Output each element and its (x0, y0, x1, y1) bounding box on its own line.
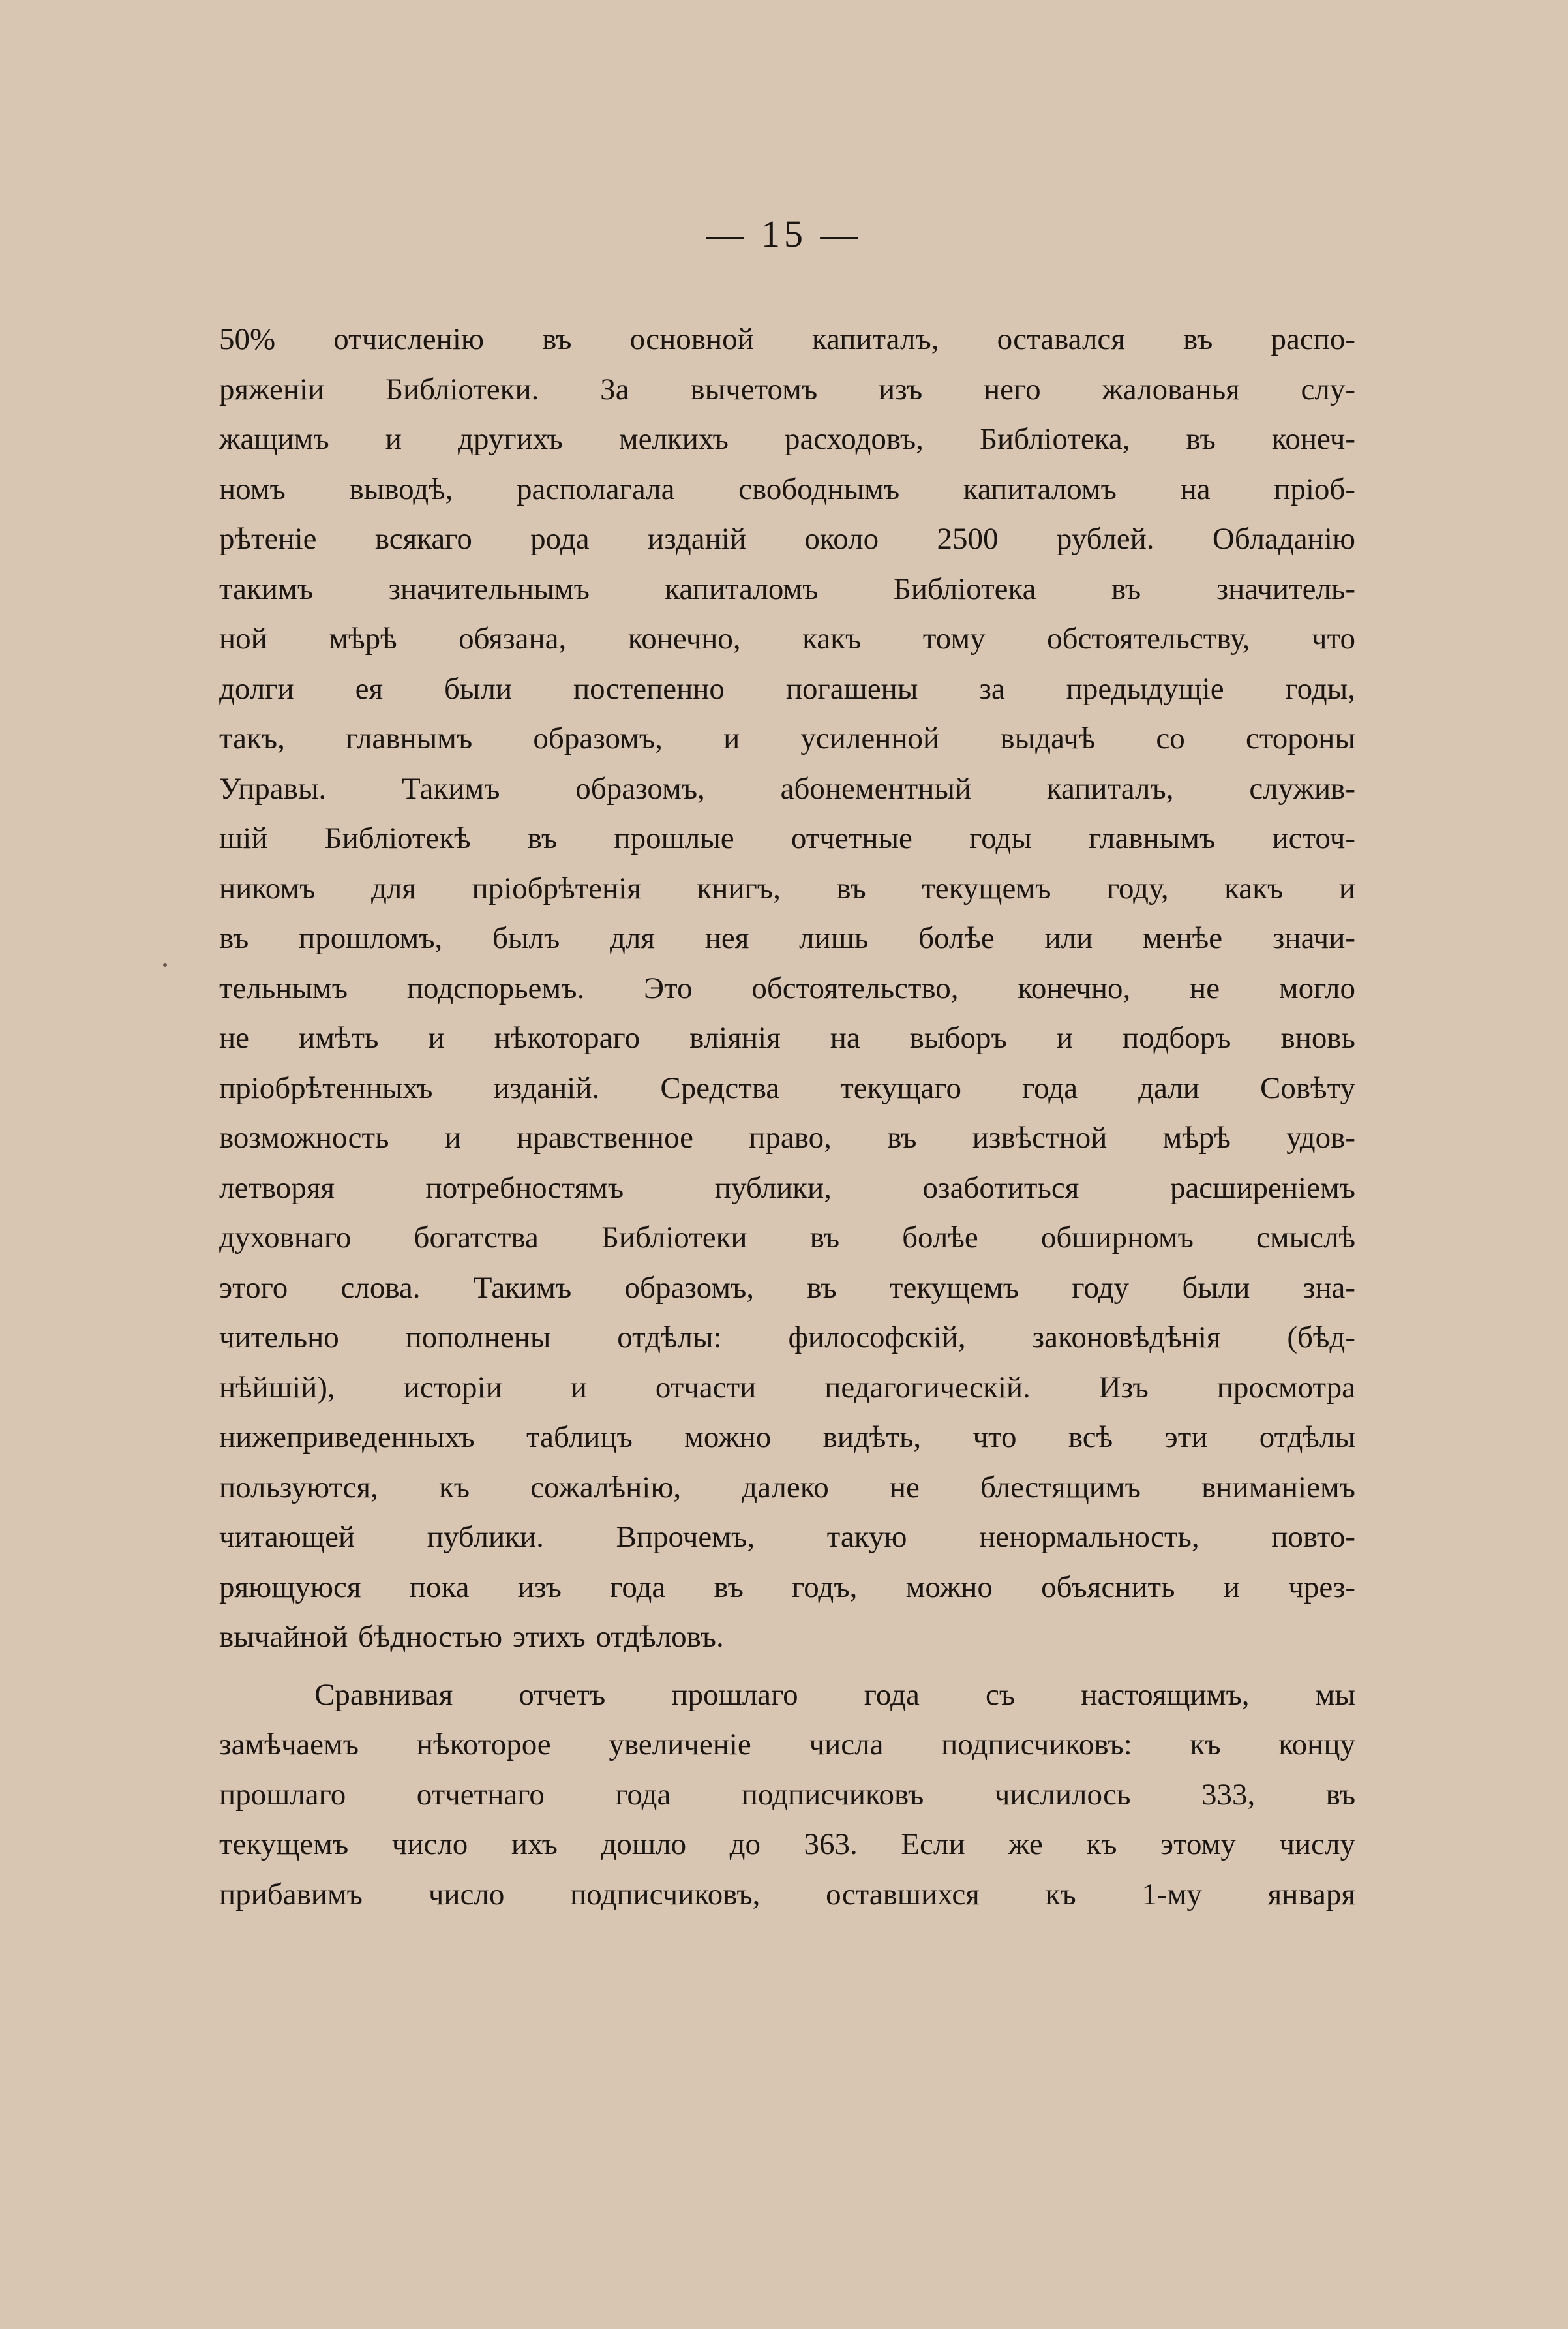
text-line: въ прошломъ, былъ для нея лишь болѣе или менѣе значи- (219, 921, 1355, 955)
text-line: нижеприведенныхъ таблицъ можно видѣть, что всѣ эти отдѣлы (219, 1420, 1355, 1454)
text-line: нѣйшій), исторіи и отчасти педагогическій. Изъ просмотра (219, 1370, 1355, 1405)
text-line: прошлаго отчетнаго года подписчиковъ числилось 333, въ (219, 1777, 1355, 1812)
text-line: летворяя потребностямъ публики, озаботиться расширеніемъ (219, 1170, 1355, 1205)
text-line: тельнымъ подспорьемъ. Это обстоятельство, конечно, не могло (219, 971, 1355, 1005)
text-line: текущемъ число ихъ дошло до 363. Если же къ этому числу (219, 1827, 1355, 1861)
text-line: ряющуюся пока изъ года въ годъ, можно объяснить и чрез- (219, 1570, 1355, 1604)
paragraph-2 (219, 1670, 1355, 1920)
text-line: этого слова. Такимъ образомъ, въ текущемъ году были зна- (219, 1270, 1355, 1305)
text-line: рѣтеніе всякаго рода изданій около 2500 рублей. Обладанію (219, 522, 1355, 556)
text-line: такимъ значительнымъ капиталомъ Библіотека въ значитель- (219, 571, 1355, 606)
text-line: 50% отчисленію въ основной капиталъ, оставался въ распо- (219, 322, 1355, 356)
text-line: пользуются, къ сожалѣнію, далеко не блестящимъ вниманіемъ (219, 1470, 1355, 1504)
text-line: замѣчаемъ нѣкоторое увеличеніе числа подписчиковъ: къ концу (219, 1728, 1355, 1761)
text-line: ной мѣрѣ обязана, конечно, какъ тому обстоятельству, что (219, 622, 1355, 656)
text-line: Сравнивая отчетъ прошлаго года съ настоящимъ, мы (314, 1677, 1355, 1712)
margin-mark (163, 963, 167, 967)
text-line: жащимъ и другихъ мелкихъ расходовъ, Библіотека, въ конеч- (219, 422, 1355, 456)
text-line: вычайной бѣдностью этихъ отдѣловъ. (219, 1620, 724, 1654)
text-line: чительно пополнены отдѣлы: философскій, законовѣдѣнія (бѣд- (219, 1320, 1355, 1354)
text-line: Управы. Такимъ образомъ, абонементный капиталъ, служив- (219, 771, 1355, 806)
text-line: духовнаго богатства Библіотеки въ болѣе обширномъ смыслѣ (219, 1221, 1355, 1255)
text-line: пріобрѣтенныхъ изданій. Средства текущаго года дали Совѣту (219, 1071, 1355, 1105)
text-line: долги ея были постепенно погашены за предыдущіе годы, (219, 671, 1355, 706)
body-text (219, 314, 1355, 1919)
text-line: шій Библіотекѣ въ прошлые отчетные годы главнымъ источ- (219, 821, 1355, 855)
text-line: прибавимъ число подписчиковъ, оставшихся къ 1-му января (219, 1877, 1355, 1911)
text-line: не имѣть и нѣкотораго вліянія на выборъ и подборъ вновь (219, 1021, 1355, 1055)
text-line: такъ, главнымъ образомъ, и усиленной выдачѣ со стороны (219, 722, 1355, 755)
text-line: никомъ для пріобрѣтенія книгъ, въ текущемъ году, какъ и (219, 871, 1355, 906)
text-line: читающей публики. Впрочемъ, такую ненормальность, повто- (219, 1520, 1355, 1554)
text-line: ряженіи Библіотеки. За вычетомъ изъ него жалованья слу- (219, 372, 1355, 406)
page-number: — 15 — (706, 213, 862, 255)
text-line: номъ выводѣ, располагала свободнымъ капиталомъ на пріоб- (219, 472, 1355, 506)
text-line: возможность и нравственное право, въ извѣстной мѣрѣ удов- (219, 1121, 1355, 1155)
paragraph-1 (219, 314, 1355, 1662)
